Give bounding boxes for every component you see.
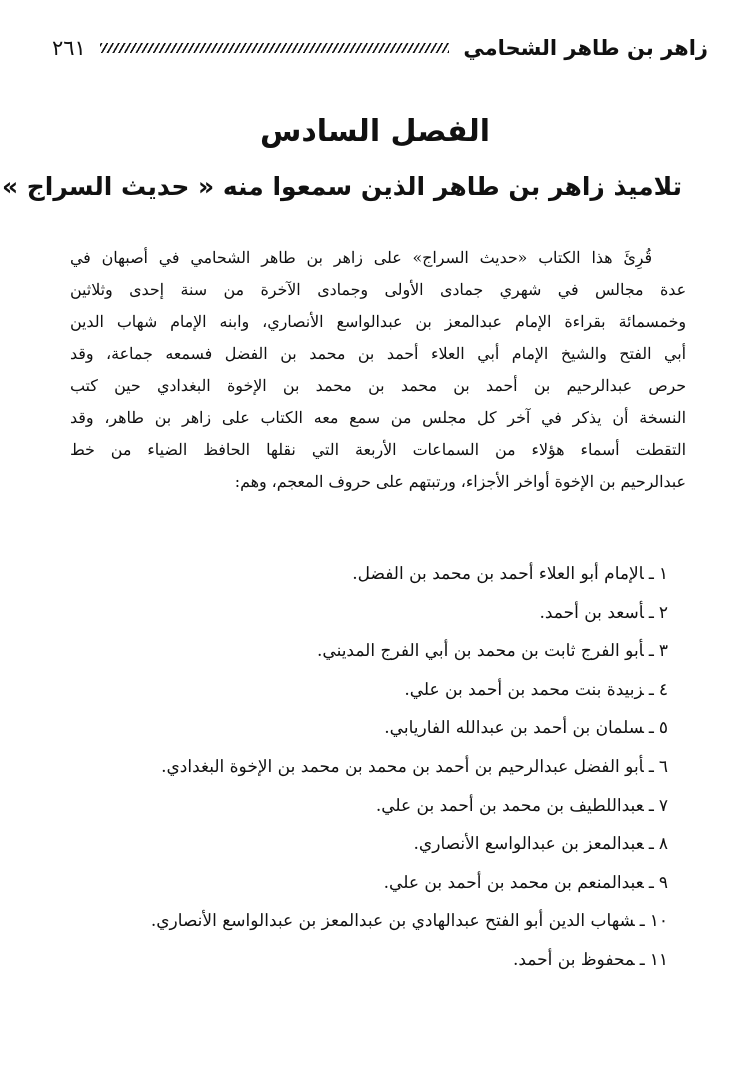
list-number: ٤ [658,679,668,700]
paragraph-line: عبدالرحيم بن الإخوة أواخر الأجزاء، ورتبتهم على حروف المعجم، وهم: [234,472,686,491]
list-dash: ـ [648,679,654,700]
list-dash: ـ [648,564,654,584]
list-text: عبداللطيف بن محمد بن أحمد بن علي. [375,795,644,816]
list-number: ٥ [658,718,668,739]
paragraph-line: التقطت أسماء هؤلاء من السماعات الأربعة التي نقلها الحافظ الضياء من خط [70,440,686,459]
list-dash: ـ [648,872,654,893]
list-item [70,709,668,748]
list-number: ٣ [658,641,668,662]
paragraph-line: النسخة أن يذكر في آخر كل مجلس من سمع معه الكتاب على زاهر بن طاهر، وقد [70,408,686,427]
list-dash: ـ [648,756,654,777]
list-item [70,941,668,980]
students-list [70,555,668,980]
header-rule [100,43,450,53]
running-header [52,30,708,66]
running-title: زاهر بن طاهر الشحامي [463,36,708,60]
list-dash: ـ [648,718,654,739]
list-text: سلمان بن أحمد بن عبدالله الفاريابي. [384,718,644,739]
list-dash: ـ [648,795,654,816]
list-number: ٨ [658,834,668,855]
list-item [70,902,668,941]
list-number: ٦ [658,756,668,777]
list-item [70,555,668,594]
list-item [70,825,668,864]
list-text: شهاب الدين أبو الفتح عبدالهادي بن عبدالمعز بن عبدالواسع الأنصاري. [150,911,635,932]
list-item [70,594,668,633]
paragraph-line: حرص عبدالرحيم بن أحمد بن محمد بن محمد بن الإخوة البغدادي حين كتب [70,376,686,395]
paragraph-line: عدة مجالس في شهري جمادى الأولى وجمادى الآخرة من سنة إحدى وثلاثين [70,280,686,299]
list-dash: ـ [639,911,645,932]
list-number: ١١ [649,949,668,970]
list-dash: ـ [648,641,654,662]
list-number: ١ [658,564,668,584]
list-text: أبو الفرج ثابت بن محمد بن أبي الفرج المديني. [317,641,644,662]
intro-paragraph [70,242,686,498]
page-number: ٢٦١ [52,36,86,60]
paragraph-line: قُرِئَ هذا الكتاب «حديث السراج» على زاهر بن طاهر الشحامي في أصبهان في [70,248,652,267]
chapter-title: الفصل السادس [259,114,491,149]
list-dash: ـ [639,949,645,970]
list-text: زبيدة بنت محمد بن أحمد بن علي. [404,679,644,700]
list-text: عبدالمنعم بن محمد بن أحمد بن علي. [383,872,644,893]
list-text: عبدالمعز بن عبدالواسع الأنصاري. [413,834,644,855]
list-item [70,671,668,710]
list-item [70,632,668,671]
list-text: أبو الفضل عبدالرحيم بن أحمد بن محمد بن محمد بن الإخوة البغدادي. [161,756,644,777]
paragraph-line: أبي الفتح والشيخ الإمام أبي العلاء أحمد بن محمد بن الفضل فسمعه جماعة، وقد [70,344,686,363]
section-title: تلاميذ زاهر بن طاهر الذين سمعوا منه « حديث السراج » [1,172,682,201]
list-item [70,748,668,787]
list-number: ٩ [658,872,668,893]
paragraph-line: وخمسمائة بقراءة الإمام عبدالمعز بن عبدالواسع الأنصاري، وابنه الإمام شهاب الدين [70,312,686,331]
list-number: ٢ [658,602,668,623]
list-dash: ـ [648,834,654,855]
list-number: ٧ [658,795,668,816]
list-number: ١٠ [649,911,668,932]
list-text: محفوظ بن أحمد. [512,949,635,970]
list-text: أسعد بن أحمد. [539,602,644,623]
list-item [70,864,668,903]
list-item [70,787,668,826]
list-text: الإمام أبو العلاء أحمد بن محمد بن الفضل. [352,564,644,584]
list-dash: ـ [648,602,654,623]
